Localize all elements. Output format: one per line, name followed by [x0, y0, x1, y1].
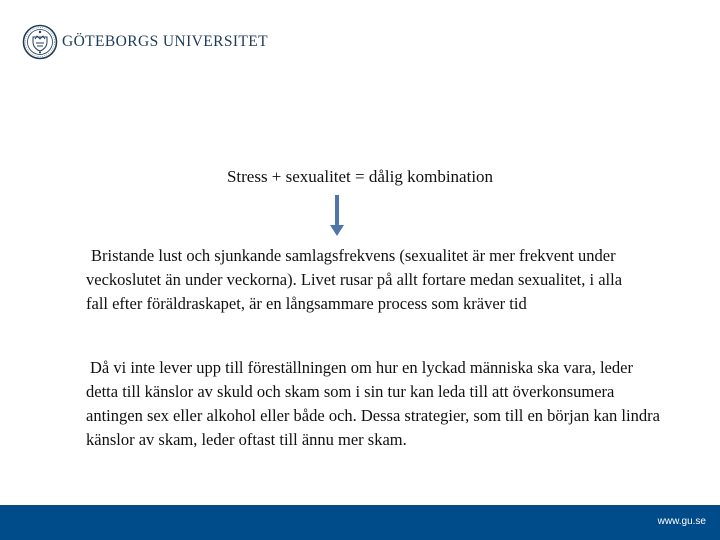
footer-bar: [0, 505, 720, 540]
paragraph-lust: Bristande lust och sjunkande samlagsfrekvens (sexualitet är mer frekvent under veckoslutet än under veckorna). Livet rusar på allt fortare medan sexualitet, i alla fall efter föräldraskapet, är en långsammare process som kräver tid: [86, 246, 623, 313]
university-name: GÖTEBORGS UNIVERSITET: [62, 33, 269, 50]
slide-headline: Stress + sexualitet = dålig kombination: [226, 167, 494, 186]
university-seal-icon: [22, 24, 58, 60]
footer-url[interactable]: www.gu.se: [657, 516, 706, 527]
arrow-down-icon: [329, 195, 345, 237]
university-header: [22, 22, 268, 62]
paragraph-skam: Då vi inte lever upp till föreställningen om hur en lyckad människa ska vara, leder detta till känslor av skuld och skam som i sin tur kan leda till att överkonsumera antingen sex eller alkohol eller både och. Dessa strategier, som till en början kan lindra känslor av skam, leder oftast till ännu mer skam.: [86, 358, 660, 449]
